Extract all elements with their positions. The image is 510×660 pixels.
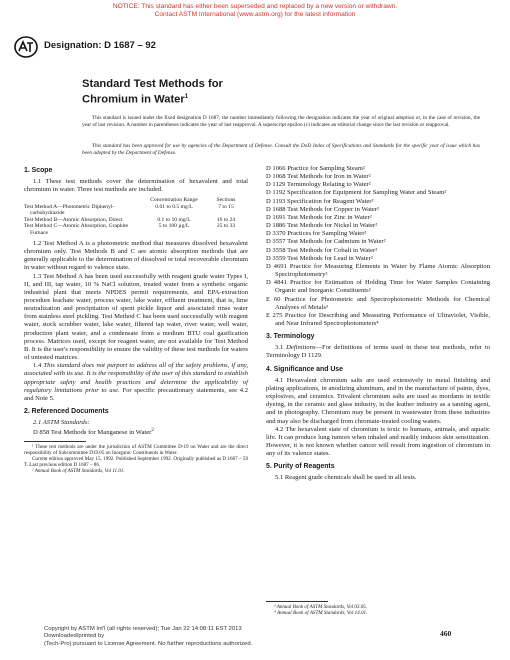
table-cell-range: 0.1 to 10 mg/L: [157, 216, 191, 223]
footnote-1: ¹ These test methods are under the jurisdiction of ASTM Committee D-19 on Water and are the direct responsibility of Subcommittee D19.05 on Inorganic Constituents in Water.: [24, 443, 248, 456]
reference-item: D 1691 Test Methods for Zinc in Water²: [266, 213, 372, 221]
left-column: [24, 165, 248, 474]
table-cell-sections: 25 to 33: [216, 223, 236, 230]
document-title: [82, 78, 223, 107]
reference-item: E 60 Practice for Photometric and Spectrophotometric Methods for Chemical Analyses of Metals³: [266, 295, 490, 311]
designation: Designation: D 1687 – 92: [44, 40, 156, 51]
footer-license: (Tech-Pro) pursuant to License Agreement. No further reproductions authorized.: [44, 640, 253, 647]
astm-logo-icon: [14, 36, 38, 58]
preamble-issue-note: This standard is issued under the fixed designation D 1687; the number immediately following the designation indicates the year of original adoption or, in the case of revision, the year of last revision. A number in parentheses indicates the year of last reapproval. A superscript epsilon (ε) indicates an editorial change since the last revision or reapproval.: [82, 115, 480, 128]
referenced-docs-heading: 2. Referenced Documents: [24, 408, 109, 416]
copyright-footer: [44, 626, 252, 648]
scope-1-4: 1.4 This standard does not purport to address all of the safety problems, if any, associated with its use. It is the responsibility of the user of this standard to establish appropriate safety and health practices and determine the applicability of regulatory limitations prior to use. For specific precautionary statements, see 4.2 and Note 5.: [24, 362, 249, 402]
supersede-notice: [0, 3, 510, 19]
reference-list: [266, 165, 490, 328]
reference-item: D 1068 Test Methods for Iron in Water²: [266, 173, 371, 181]
footnote-4: ⁴ Annual Book of ASTM Standards, Vol 14.01.: [274, 610, 368, 617]
scope-1-1: 1.1 These test methods cover the determination of hexavalent and total chromium in water. Three test methods are included.: [24, 178, 248, 194]
reference-item: D 1688 Test Methods for Copper in Water²: [266, 205, 380, 213]
reference-item: E 275 Practice for Describing and Measuring Performance of Ultraviolet, Visible, and Near Infrared Spectrophotometers⁴: [266, 311, 490, 327]
reference-item: D 1129 Terminology Relating to Water²: [266, 181, 371, 189]
notice-line-1: NOTICE: This standard has either been superseded and replaced by a new version or withdrawn.: [112, 3, 398, 10]
table-row: [24, 223, 248, 236]
table-cell-method: Test Method A—Photometric Diphenyl-carbohydrazide: [24, 203, 115, 217]
notice-line-2: Contact ASTM International (www.astm.org) for the latest information: [154, 11, 356, 18]
footer-copyright: Copyright by ASTM Int'l (all rights reserved); Tue Jan 22 14:08:11 EST 2013: [44, 626, 242, 632]
right-column: [266, 165, 490, 483]
purity-heading: 5. Purity of Reagents: [266, 463, 335, 471]
preamble-dod-note: This standard has been approved for use by agencies of the Department of Defense. Consult the DoD Index of Specifications and Standards for the specific year of issue which has been adopted by the Department of Defense.: [82, 143, 480, 156]
footnote-divider: [266, 601, 328, 602]
terminology-heading: 3. Terminology: [266, 333, 315, 341]
table-cell-method: Test Method C—Atomic Absorption, Graphite Furnace: [24, 223, 129, 236]
footnote-1b: Current edition approved May 15, 1992. Published September 1992. Originally published as D 1687 – 59 T. Last previous edition D 1687 – 86.: [24, 455, 248, 468]
significance-4-2: 4.2 The hexavalent state of chromium is toxic to humans, animals, and aquatic life. It can produce lung tumors when inhaled and readily induces skin sensitization. However, it is not known whether cancer will result from ingestion of chromium in any of its valence states.: [266, 425, 490, 458]
table-cell-range: 5 to 100 µg/L: [158, 223, 190, 230]
footnote-3: ³ Annual Book of ASTM Standards, Vol 03.05.: [274, 604, 368, 610]
footer-downloaded: Downloaded/printed by: [44, 633, 105, 640]
terminology-3-1: 3.1 Definitions—For definitions of terms used in these test methods, refer to Terminology D 1129.: [266, 344, 490, 360]
astm-standards-subheading: 2.1 ASTM Standards:: [33, 419, 90, 427]
scope-table: [24, 197, 248, 235]
table-cell-range: 0.01 to 0.5 mg/L: [155, 203, 193, 210]
left-footnotes: [24, 444, 248, 474]
reference-item: D 3559 Test Methods for Lead in Water²: [266, 254, 373, 262]
reference-item: D 3557 Test Methods for Cadmium in Water²: [266, 238, 386, 246]
title-line-1: Standard Test Methods for: [82, 78, 223, 90]
table-cell-sections: 7 to 15: [218, 203, 234, 210]
reference-item: D 1193 Specification for Reagent Water²: [266, 197, 374, 205]
footnote-2: ² Annual Book of ASTM Standards, Vol 11.01.: [32, 468, 125, 475]
footnote-divider: [24, 441, 86, 442]
reference-item: D 4841 Practice for Estimation of Holding Time for Water Samples Containing Organic and Inorganic Constituents²: [266, 279, 490, 295]
table-cell-sections: 16 to 24: [216, 216, 236, 223]
reference-item: D 1066 Practice for Sampling Steam²: [266, 165, 365, 172]
page-number: 460: [440, 629, 452, 638]
scope-table-header-range: Concentration Range: [150, 197, 198, 204]
reference-item: D 3370 Practices for Sampling Water²: [266, 230, 367, 238]
significance-heading: 4. Significance and Use: [266, 365, 343, 373]
scope-table-header-sections: Sections: [216, 197, 236, 204]
purity-5-1: 5.1 Reagent grade chemicals shall be used in all tests.: [275, 474, 417, 482]
table-cell-method: Test Method B—Atomic Absorption, Direct: [24, 216, 123, 223]
right-footnotes: [266, 598, 490, 616]
reference-item: D 3558 Test Methods for Cobalt in Water²: [266, 246, 378, 254]
reference-item: D 1192 Specification for Equipment for Sampling Water and Steam²: [266, 189, 447, 197]
reference-item: D 1886 Test Methods for Nickel in Water²: [266, 222, 378, 230]
scope-heading: 1. Scope: [24, 167, 53, 174]
scope-1-2: 1.2 Test Method A is a photometric method that measures dissolved hexavalent chromium only. Test Methods B and C are atomic absorption methods that are generally applicable to the determination of dissolved or total recoverable chromium in water without regard to valence state.: [24, 239, 248, 272]
reference-item: D 858 Test Methods for Manganese in Water$^2$: [33, 428, 154, 437]
title-line-2: Chromium in Water$^1$: [82, 93, 189, 106]
scope-1-3: 1.3 Test Method A has been used successfully with reagent grade water Types I, II, and III, tap water, 10 % NaCl solution, treated water from a synthetic organic industrial plant that meets NPDES permit requirements, and EPA-extraction procedure leachate water, process water, lake water, effluent treatment, that is, lime neutralization and precipitation of spent pickle liquor and associated rinse water from stainless steel pickling. Test Method C has been used successfully with reagent water, stock scrubber water, lake water, filtered tap water, river water, well water, production plant water, and a condensate from a medium BTU coal gasification process. Matrices used, except for reagent water, are not available for Test Method B. It is the user's responsibility to ensure the validity of these test methods for waters of untested matrices.: [24, 272, 248, 362]
significance-4-1: 4.1 Hexavalent chromium salts are used extensively in metal finishing and plating applications, in anodizing aluminum, and in the manufacture of paints, dyes, explosives, and ceramics. Trivalent chromium salts are used as mordants in textile dyeing, in the ceramic and glass industry, in the leather industry as a tanning agent, and in photography. Chromium may be present in wastewater from these industries and may also be discharged from chromate-treated cooling waters.: [266, 376, 490, 425]
table-row: [24, 204, 248, 217]
reference-item: D 4691 Practice for Measuring Elements in Water by Flame Atomic Absorption Spectrophotometry²: [266, 262, 490, 279]
